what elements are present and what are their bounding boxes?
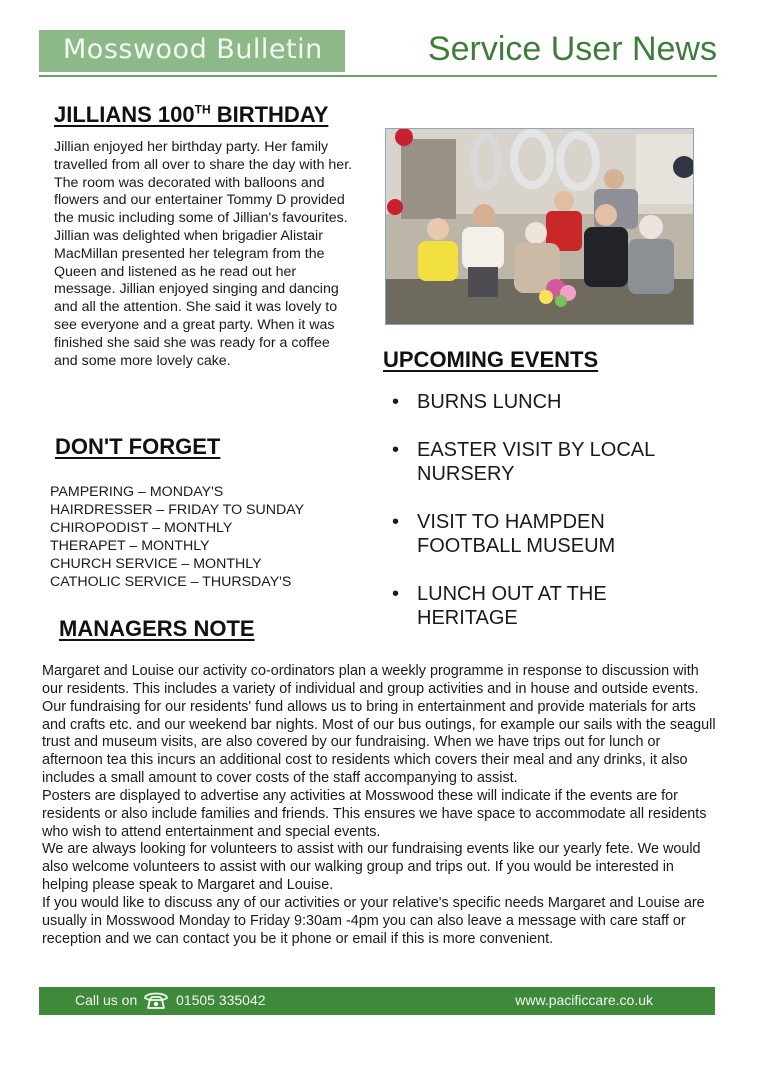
schedule-list: [50, 484, 304, 591]
list-item: • EASTER VISIT BY LOCAL NURSERY: [392, 438, 692, 486]
paragraph: If you would like to discuss any of our activities or your relative's specific needs Margaret and Louise are usually in Mosswood Monday to Friday 9:30am -4pm you can also leave a message with care staff or reception and we can contact you be it phone or email if this is more convenient.: [42, 894, 705, 947]
paragraph: We are always looking for volunteers to assist with our fundraising events like our yearly fete. We would also welcome volunteers to assist with our walking group and trips out. If you would be interested in helping please speak to Margaret and Louise.: [42, 841, 701, 894]
section-title: Service User News: [427, 30, 717, 68]
list-item: PAMPERING – MONDAY'S: [50, 484, 224, 500]
birthday-heading: JILLIANS 100TH BIRTHDAY: [54, 102, 329, 127]
list-item: CHURCH SERVICE – MONTHLY: [50, 555, 262, 572]
bulletin-title: Mosswood Bulletin: [63, 34, 323, 65]
upcoming-events-list: [392, 390, 692, 654]
list-item: CATHOLIC SERVICE – THURSDAY'S: [50, 573, 292, 590]
call-label: Call us on: [75, 992, 138, 1008]
paragraph: Margaret and Louise our activity co-ordinators plan a weekly programme in response to discussion with our residents. This includes a variety of individual and group activities and in house and outside events. Our fundraising for our residents' fund allows us to bring in entertainment and provide materials for arts and crafts etc. and our weekend bar nights. Most of our bus outings, for example our sails with the seagull trust and museum visits, are also covered by our fundraising. When we have trips out for lunch or afternoon tea this incurs an additional cost to residents which covers their meal and any drinks, it also includes a small amount to cover costs of the staff accompanying to assist.: [42, 663, 716, 787]
list-item: • VISIT TO HAMPDEN FOOTBALL MUSEUM: [392, 510, 692, 558]
telephone-icon: [143, 989, 169, 1011]
bulletin-banner: [39, 30, 345, 72]
paragraph: Posters are displayed to advertise any activities at Mosswood these will indicate if the events are for residents or also include families and friends. This ensures we have space to accommodate all residents who wish to attend entertainment and special events.: [42, 787, 707, 840]
managers-note-heading: MANAGERS NOTE: [59, 616, 255, 641]
list-item: HAIRDRESSER – FRIDAY TO SUNDAY: [50, 501, 305, 518]
phone-number: 01505 335042: [176, 992, 266, 1008]
birthday-article-text: Jillian enjoyed her birthday party. Her family travelled from all over to share the day with her. The room was decorated with balloons and flowers and our entertainer Tommy D provided the music including some of Jillian's favourites. Jillian was delighted when brigadier Alistair MacMillan presented her telegram from the Queen and listened as he read out her message. Jillian enjoyed singing and dancing and all the attention. She said it was lovely to see everyone and a great party. When it was finished she said she was ready for a coffee and some more lovely cake.: [54, 139, 353, 369]
list-item: THERAPET – MONTHLY: [50, 537, 210, 554]
header-divider: [39, 75, 717, 77]
list-item: • BURNS LUNCH: [392, 390, 692, 414]
dont-forget-heading: DON'T FORGET: [55, 434, 221, 459]
list-item: CHIROPODIST – MONTHLY: [50, 519, 233, 536]
managers-note-text: [42, 663, 722, 949]
list-item: • LUNCH OUT AT THE HERITAGE: [392, 582, 692, 630]
upcoming-events-heading: UPCOMING EVENTS: [383, 347, 599, 372]
footer-bar: [39, 987, 715, 1015]
birthday-party-photo: [385, 128, 694, 325]
website-link[interactable]: www.pacificcare.co.uk: [515, 992, 653, 1008]
